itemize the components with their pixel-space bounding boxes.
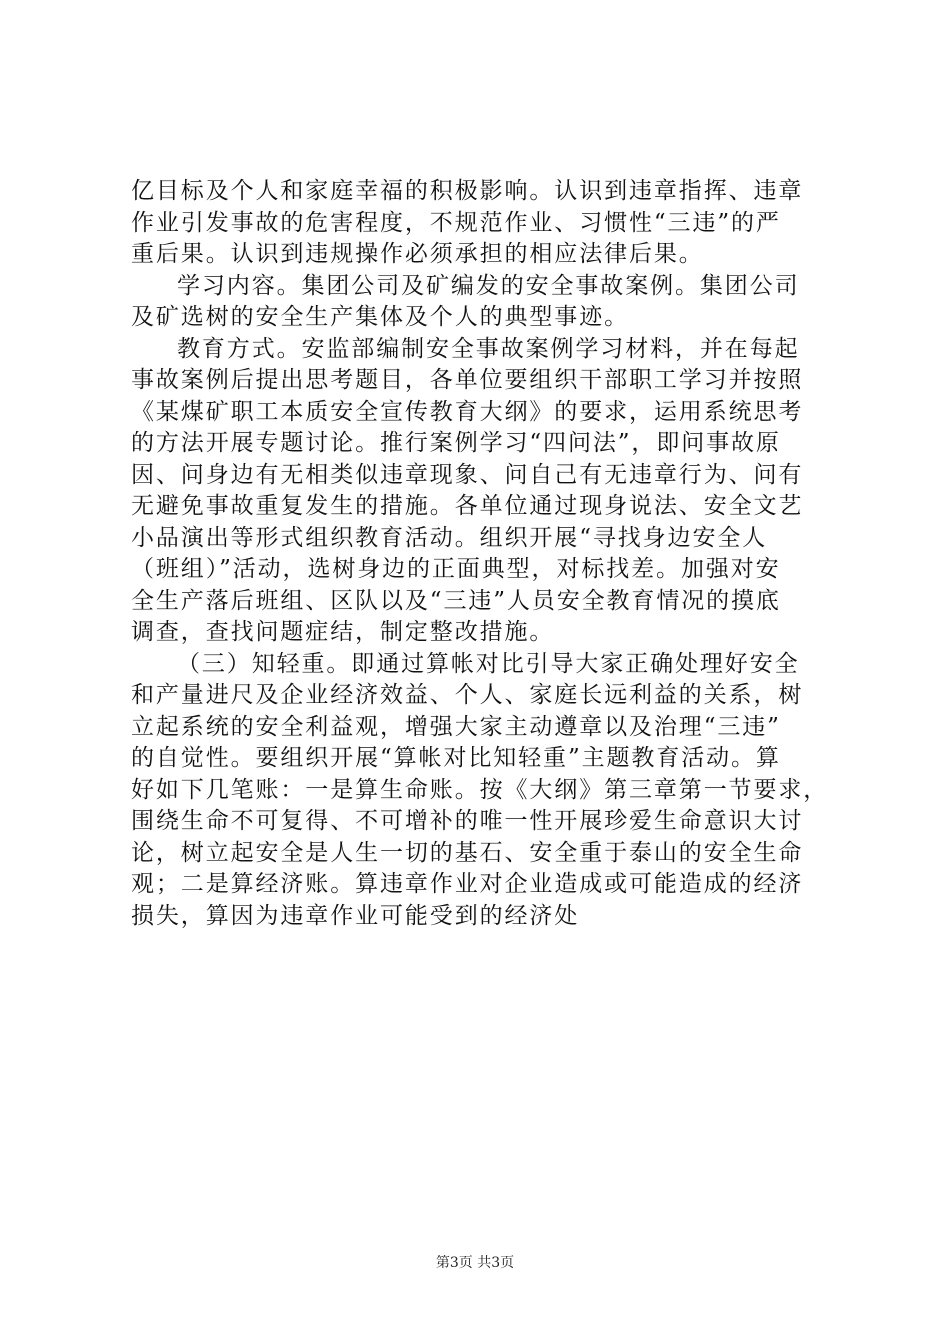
text-line: 因、问身边有无相类似违章现象、问自己有无违章行为、问有 xyxy=(131,461,804,488)
text-line: 调查，查找问题症结，制定整改措施。 xyxy=(131,619,555,645)
text-line: 和产量进尺及企业经济效益、个人、家庭长远利益的关系，树 xyxy=(131,682,804,708)
text-line: 的自觉性。要组织开展“算帐对比知轻重”主题教育活动。算 xyxy=(131,745,781,771)
text-line: 好如下几笔账：一是算生命账。按《大纲》第三章第一节要求， xyxy=(131,776,829,803)
text-line: 全生产落后班组、区队以及“三违”人员安全教育情况的摸底 xyxy=(131,587,781,614)
text-line: 小品演出等形式组织教育活动。组织开展“寻找身边安全人 xyxy=(131,524,768,551)
text-line: （三）知轻重。即通过算帐对比引导大家正确处理好安全 xyxy=(177,650,800,677)
text-line: 损失，算因为违章作业可能受到的经济处 xyxy=(131,902,580,929)
text-line: 的方法开展专题讨论。推行案例学习“四问法”，即问事故原 xyxy=(131,430,781,456)
text-line: 亿目标及个人和家庭幸福的积极影响。认识到违章指挥、违章 xyxy=(131,178,804,204)
text-line: 作业引发事故的危害程度，不规范作业、习惯性“三违”的严 xyxy=(131,209,781,236)
document-body xyxy=(131,176,829,932)
text-line: 无避免事故重复发生的措施。各单位通过现身说法、安全文艺 xyxy=(131,493,804,519)
text-line: 及矿选树的安全生产集体及个人的典型事迹。 xyxy=(131,304,629,330)
page-footer: 第3页 共3页 xyxy=(435,1255,515,1271)
text-line: 《某煤矿职工本质安全宣传教育大纲》的要求，运用系统思考 xyxy=(131,398,804,425)
text-line: （班组）”活动，选树身边的正面典型，对标找差。加强对安 xyxy=(131,556,781,582)
text-line: 事故案例后提出思考题目，各单位要组织干部职工学习并按照 xyxy=(131,367,804,393)
text-line: 立起系统的安全利益观，增强大家主动遵章以及治理“三违” xyxy=(131,713,781,740)
text-line: 重后果。认识到违规操作必须承担的相应法律后果。 xyxy=(131,241,704,267)
text-line: 观；二是算经济账。算违章作业对企业造成或可能造成的经济 xyxy=(131,871,804,897)
text-line: 学习内容。集团公司及矿编发的安全事故案例。集团公司 xyxy=(177,272,800,299)
text-line: 教育方式。安监部编制安全事故案例学习材料，并在每起 xyxy=(177,335,800,362)
text-line: 围绕生命不可复得、不可增补的唯一性开展珍爱生命意识大讨 xyxy=(131,808,804,834)
text-line: 论，树立起安全是人生一切的基石、安全重于泰山的安全生命 xyxy=(131,839,804,866)
